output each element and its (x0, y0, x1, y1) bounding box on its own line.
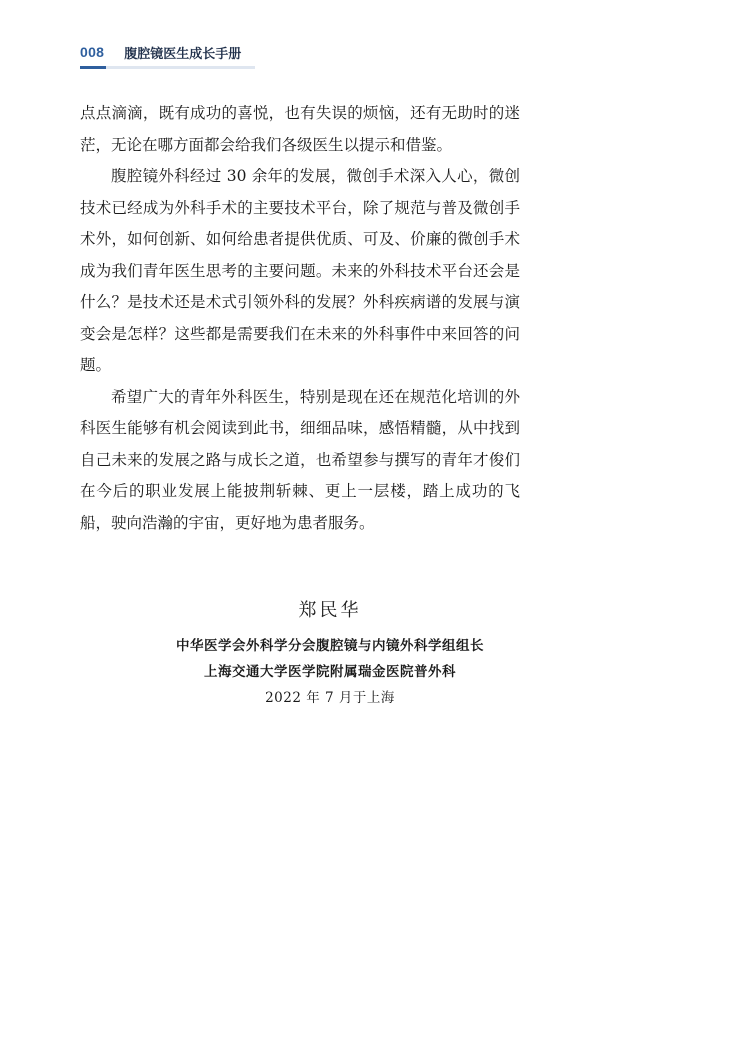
paragraph-continuation: 点点滴滴，既有成功的喜悦，也有失误的烦恼，还有无助时的迷茫，无论在哪方面都会给我们各级医生以提示和借鉴。 (80, 104, 520, 154)
author-name: 郑民华 (298, 600, 362, 621)
preface-body (80, 98, 520, 539)
paragraph-hope-for-young-surgeons: 希望广大的青年外科医生，特别是现在还在规范化培训的外科医生能够有机会阅读到此书，细细品味，感悟精髓，从中找到自己未来的发展之路与成长之道，也希望参与撰写的青年才俊们在今后的职业发展上能披荆斩棘、更上一层楼，踏上成功的飞船，驶向浩瀚的宇宙，更好地为患者服务。 (80, 387, 520, 532)
paragraph-laparoscopy-development: 腹腔镜外科经过 30 余年的发展，微创手术深入人心，微创技术已经成为外科手术的主要技术平台，除了规范与普及微创手术外，如何创新、如何给患者提供优质、可及、价廉的微创手术成为我们青年医生思考的主要问题。未来的外科技术平台还会是什么？是技术还是术式引领外科的发展？外科疾病谱的发展与演变会是怎样？这些都是需要我们在未来的外科事件中来回答的问题。 (80, 167, 520, 374)
author-affiliation-hospital: 上海交通大学医学院附属瑞金医院普外科 (204, 664, 456, 680)
signature-date: 2022 年 7 月于上海 (265, 690, 395, 706)
book-title: 腹腔镜医生成长手册 (124, 46, 242, 62)
page-number: 008 (80, 44, 105, 60)
author-affiliation-society: 中华医学会外科学分会腹腔镜与内镜外科学组组长 (176, 638, 484, 654)
running-header (80, 40, 241, 64)
header-underline (80, 66, 255, 69)
